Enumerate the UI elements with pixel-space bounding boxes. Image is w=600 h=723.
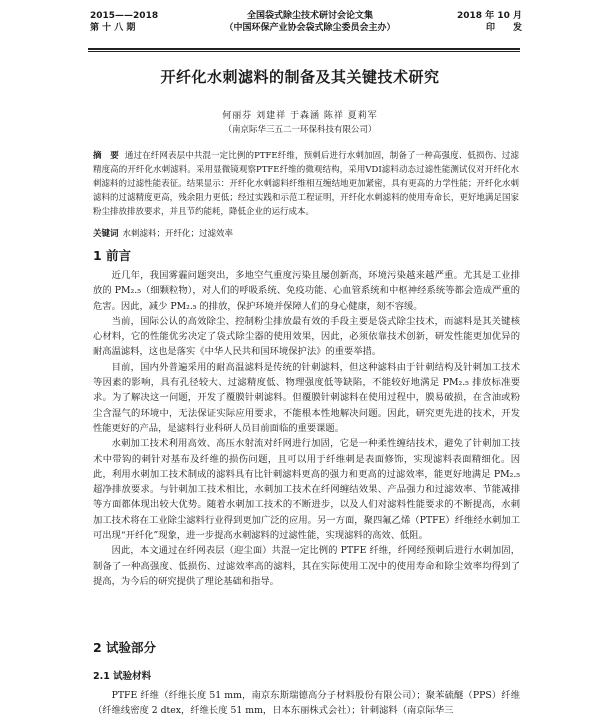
keywords-label: 关键词 (93, 229, 119, 239)
header-place: 印 发 (485, 23, 522, 33)
section-2-heading: 2 试验部分 (93, 640, 157, 655)
section-2-1-heading: 2.1 试验材料 (93, 671, 152, 682)
abstract (93, 149, 519, 219)
header-organizer: （中国环保产业协会袋式除尘委员会主办） (224, 23, 396, 33)
section-1-heading: 1 前言 (93, 248, 132, 263)
abstract-text: 通过在纤网表层中共混一定比例的PTFE纤维，预刺后进行水刺加固，制备了一种高强度、低损伤、过滤精度高的开纤化水刺滤料。采用显微镜观察PTFE纤维的微观结构，采用VDI滤料动态过滤性能测试仪对开纤化水刺滤料的过滤性能表征。结果显示：开纤化水刺滤料纤维相互缠结地更加紧密，具有更高的力学性能；开纤化水刺滤料的过滤精度更高，残余阻力更低；经过实践和示范工程证明，开纤化水刺滤料的使用寿命长，更好地满足国家粉尘排放排放要求，并且节约能耗，降低企业的运行成本。 (93, 151, 519, 217)
header-collection-title: 全国袋式除尘技术研讨会论文集 (246, 11, 373, 21)
section-2-1-body (93, 688, 520, 719)
paper-affiliation: （南京际华三五二一环保科技有限公司） (223, 125, 377, 135)
abstract-label: 摘 要 (93, 151, 119, 161)
header-right (440, 10, 522, 34)
paper-title: 开纤化水刺滤料的制备及其关键技术研究 (160, 68, 440, 86)
header-date: 2018 年 10 月 (457, 11, 522, 21)
paragraph: 水刺加工技术利用高效、高压水射流对纤网进行加固，它是一种柔性缠结技术，避免了针刺加工技术中带钩的刺针对基布及纤维的损伤问题，且可以用于纤维刺是表面修饰，实现滤料表面精细化。因此，利用水刺加工技术制成的滤料具有比针刺滤料更高的强力和更高的过滤效率，能更好地满足 PM₂.₅ 超净排放要求。与针刺加工技术相比，水刺加工技术在纤网缠结效果、产品强力和过滤效率、节能减排等方面都体现出较大优势。随着水刺加工技术的不断进步，以及人们对滤料性能要求的不断提高，水刺加工技术将在工业除尘滤料行业得到更加广泛的应用。另一方面，聚四氟乙烯（PTFE）纤维经水刺加工可出现“开纤化”现象，进一步提高水刺滤料的过滤性能，实现滤料的高效、低阻。 (93, 438, 520, 542)
header-issue: 第 十 八 期 (90, 23, 136, 33)
keywords (93, 227, 519, 241)
header-rule-thin (88, 51, 520, 52)
keywords-text: 水刺滤料；开纤化；过滤效率 (122, 229, 234, 239)
paragraph: 近几年，我国雾霾问题突出，多地空气重度污染且屡创新高，环境污染越来越严重。尤其是工业排放的 PM₂.₅（细颗粒物），对人们的呼吸系统、免疫功能、心血管系统和中枢神经系统等都会造成严重的危害。因此，减少 PM₂.₅ 的排放，保护环境并保障人们的身心健康，刻不容缓。 (93, 270, 520, 312)
running-header (0, 0, 600, 50)
header-left (90, 10, 190, 34)
paragraph: 当前，国际公认的高效除尘、控制粉尘排放最有效的手段主要是袋式除尘技术，而滤料是其关键核心材料，它的性能优劣决定了袋式除尘器的使用效果，因此，必须依靠技术创新，研发性能更加优异的耐高温滤料，这也是落实《中华人民共和国环境保护法》的重要举措。 (93, 315, 520, 358)
paragraph: PTFE 纤维（纤维长度 51 mm，南京东斯瑞德高分子材料股份有限公司）；聚苯硫醚（PPS）纤维（纤维线密度 2 dtex，纤维长度 51 mm，日本东丽株式会社）；针刺滤料（南京际华三 (93, 690, 520, 717)
header-rule (88, 48, 520, 50)
paragraph: 目前，国内外普遍采用的耐高温滤料是传统的针刺滤料，但这种滤料由于针刺结构及针刺加工技术等因素的影响，具有孔径较大、过滤精度低、物理强度低等缺陷，不能较好地满足 PM₂.₅ 排放标准要求。为了解决这一问题，开发了覆膜针刺滤料。但覆膜针刺滤料在使用过程中，膜易破损，在含油或粉尘含湿气的环境中，无法保证实际应用要求，不能根本性地解决问题。因此，研究更先进的技术，开发性能更好的产品，是滤料行业科研人员目前面临的重要课题。 (93, 361, 520, 434)
header-center (200, 10, 420, 34)
paper-authors: 何丽芬 刘建祥 于森涵 陈祥 夏莉军 (222, 111, 378, 121)
paragraph: 因此，本文通过在纤网表层（迎尘面）共混一定比例的 PTFE 纤维，纤网经预刺后进行水刺加固，制备了一种高强度、低损伤、过滤效率高的滤料，其在实际使用工况中的使用寿命和除尘效率均得到了提高，为今后的研究提供了理论基础和指导。 (93, 545, 520, 587)
section-1-body (93, 268, 520, 589)
header-year-range: 2015——2018 (90, 11, 159, 21)
